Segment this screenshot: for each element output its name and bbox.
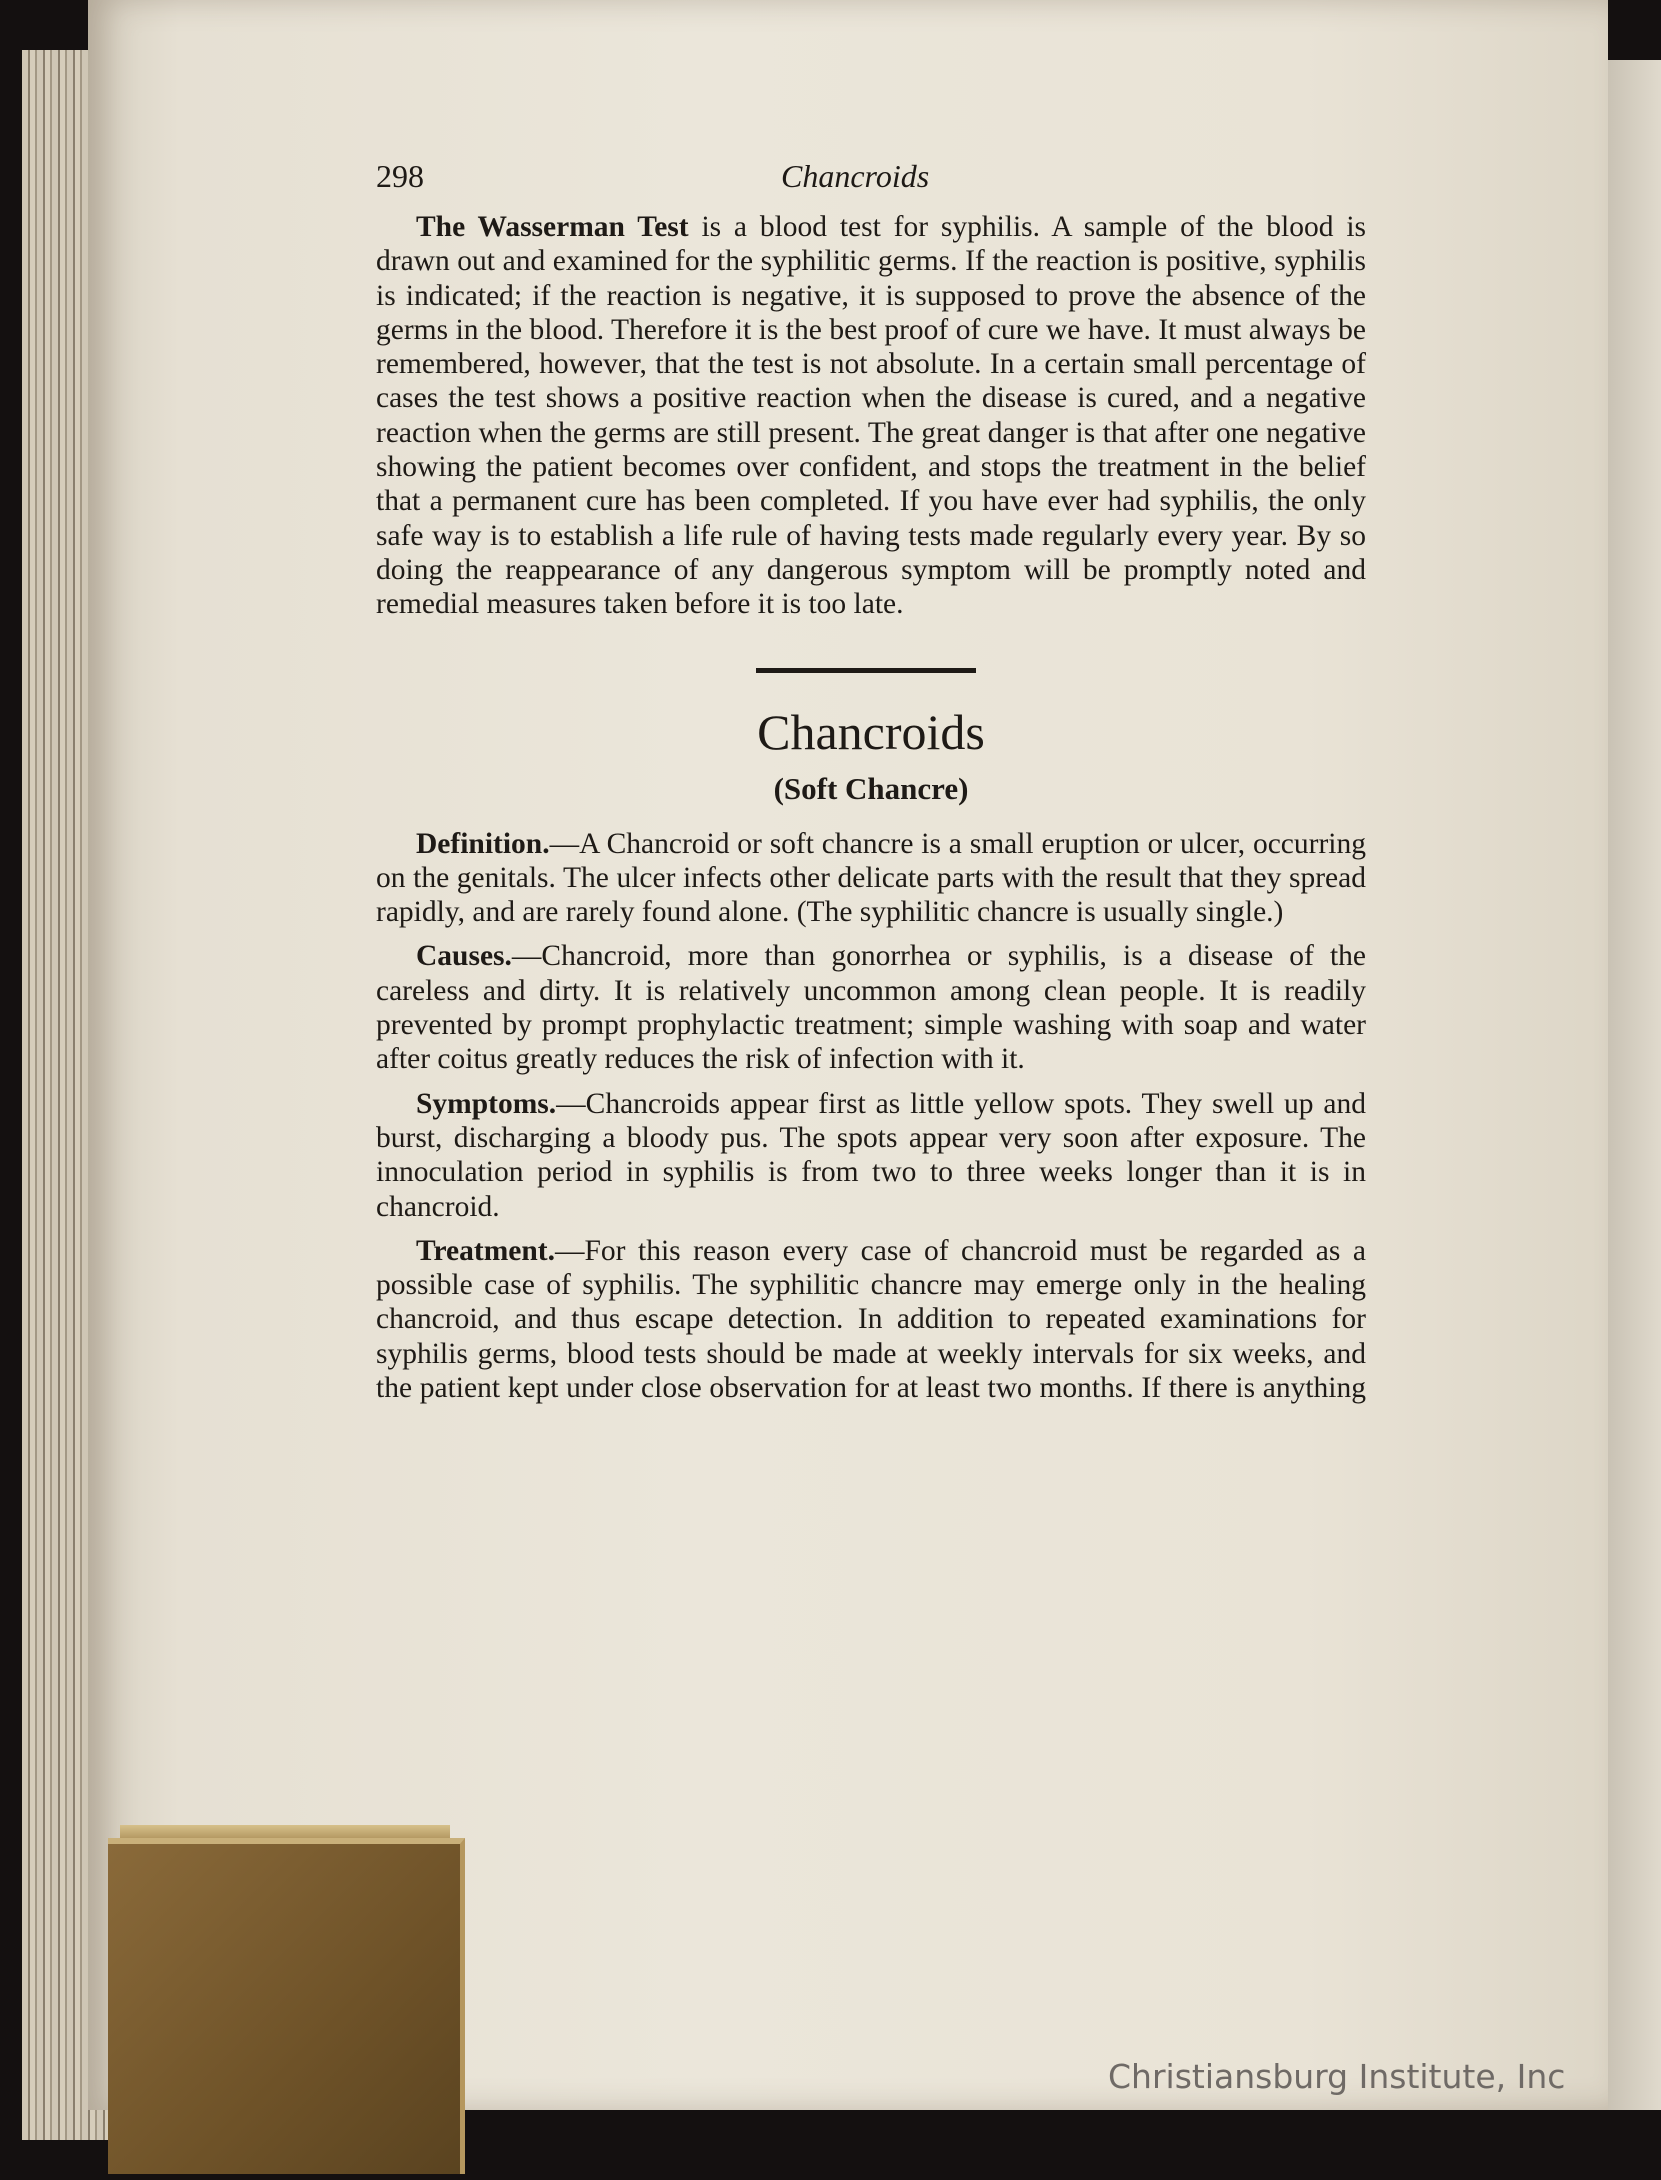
page-number: 298 [376,158,424,194]
definition-paragraph [376,827,1366,930]
section-subtitle: (Soft Chancre) [773,770,969,806]
wasserman-body: is a blood test for syphilis. A sample of the blood is drawn out and examined for the syphilitic germs. If the reaction is positive, syphilis is indicated; if the reaction is negative, it is supposed to prove the absence of the germs in the blood. Therefore it is the best proof of cure we have. It must always be remembered, however, that the test is not absolute. In a certain small percentage of cases the test shows a positive reaction when the disease is cured, and a negative reaction when the germs are still present. The great danger is that after one negative showing the patient becomes over confident, and stops the treatment in the belief that a permanent cure has been completed. If you have ever had syphilis, the only safe way is to establish a life rule of having tests made regularly every year. By so doing the reappearance of any dangerous symptom will be promptly noted and remedial measures taken before it is too late. [376,211,1366,621]
book-page-right-edge [1608,60,1661,2110]
running-head [376,150,1366,210]
running-title: Chancroids [781,158,930,194]
wasserman-lead: The Wasserman Test [416,211,689,243]
definition-lead: Definition. [416,827,550,860]
watermark: Christiansburg Institute, Inc [1108,2057,1566,2096]
treatment-body: —For this reason every case of chancroid must be regarded as a possible case of syphilis. The syphilitic chancre may emerge only in the healing chancroid, and thus escape detection. In addition to repeated examinations for syphilis germs, blood tests should be made at weekly intervals for six weeks, and the patient kept under close observation for at least two months. If there is anything [376,1234,1366,1405]
book-tab [108,1838,465,2174]
symptoms-lead: Symptoms. [416,1087,557,1120]
causes-lead: Causes. [416,940,512,973]
symptoms-paragraph [376,1087,1366,1224]
wasserman-paragraph [376,210,1366,622]
causes-paragraph [376,939,1366,1076]
causes-body: —Chancroid, more than gonorrhea or syphilis, is a disease of the careless and dirty. It is relatively uncommon among clean people. It is readily prevented by prompt prophylactic treatment; simple washing with soap and water after coitus greatly reduces the risk of infection with it. [376,940,1366,1076]
page-text [376,150,1366,1405]
treatment-paragraph [376,1234,1366,1405]
treatment-lead: Treatment. [416,1234,555,1267]
symptoms-body: —Chancroids appear first as little yellow spots. They swell up and burst, discharging a bloody pus. The spots appear very soon after exposure. The innoculation period in syphilis is from two to three weeks longer than it is in chancroid. [376,1087,1366,1223]
section-title: Chancroids [757,703,985,760]
section-divider [756,668,976,673]
definition-body: —A Chancroid or soft chancre is a small eruption or ulcer, occurring on the genitals. The ulcer infects other delicate parts with the result that they spread rapidly, and are rarely found alone. (The syphilitic chancre is usually single.) [376,827,1366,929]
